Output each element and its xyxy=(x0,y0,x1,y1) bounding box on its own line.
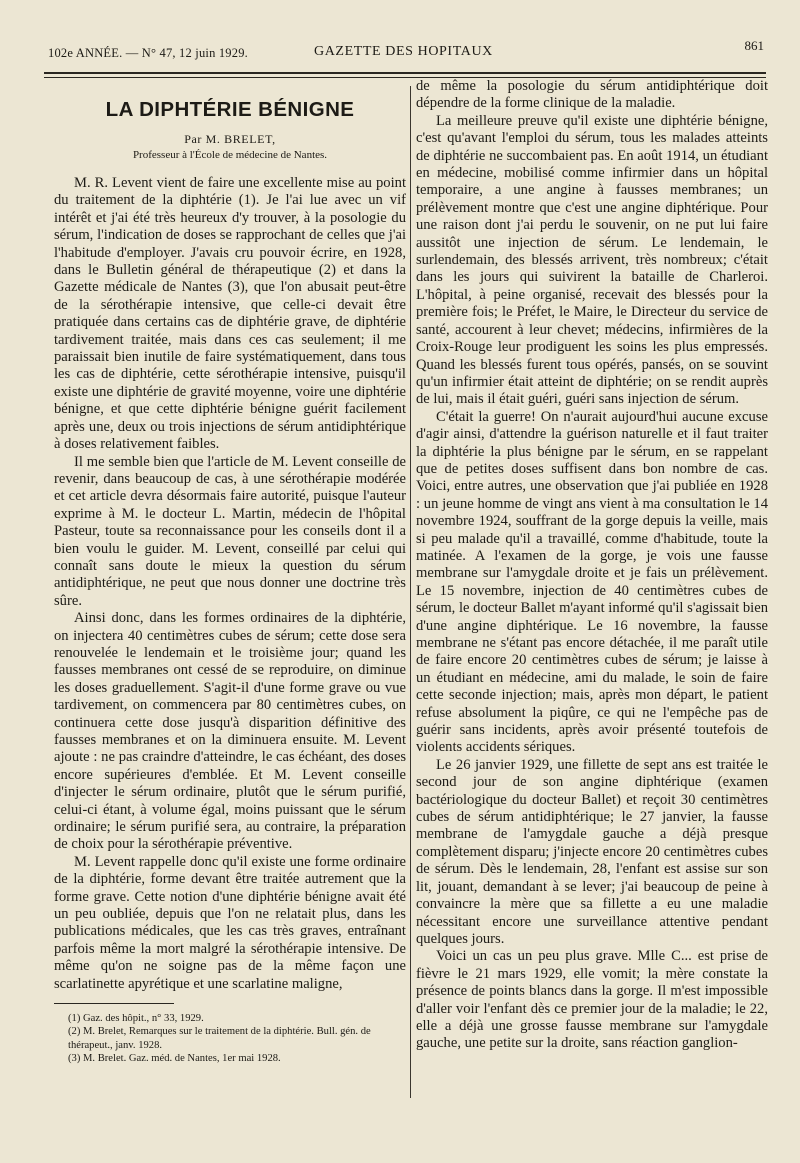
paragraph: de même la posologie du sérum antidiphtérique doit dépendre de la forme clinique de la maladie. xyxy=(416,78,768,112)
paragraph: Le 26 janvier 1929, une fillette de sept ans est traitée le second jour de son angine diphtérique (examen bactériologique du docteur Ballet) et reçoit 30 centimètres cubes de sérum antidiphtérique; le 27 janvier, la fausse membrane de l'amygdale gauche a déjà presque complètement disparu; j'injecte encore 20 centimètres cubes de sérum. Dès le lendemain, 28, l'enfant est assise sur son lit, jouant, demandant à se lever; j'ai beaucoup de peine à convaincre la mère que sa fillette a eu une maladie nécessitant encore une surveillance attentive pendant quelques jours. xyxy=(416,756,768,947)
paragraph: C'était la guerre! On n'aurait aujourd'hui aucune excuse d'agir ainsi, d'attendre la guérison naturelle et il faut traiter la diphtérie la plus bénigne par le sérum, en se rappelant que de petites doses suffisent dans bon nombre de cas. Voici, entre autres, une observation que j'ai publiée en 1928 : un jeune homme de vingt ans vient à ma consultation le 14 novembre 1924, souffrant de la gorge depuis la veille, mais si peu malade qu'il a travaillé, comme d'habitude, toute la matinée. A l'examen de la gorge, je vois une fausse membrane sur l'amygdale droite et je fais un prélèvement. Le 15 novembre, injection de 40 centimètres cubes de sérum, le docteur Ballet m'ayant informé qu'il s'agissait bien d'une angine diphtérique. Le 16 novembre, la fausse membrane ne s'étant pas encore détachée, il me paraît utile de faire encore 20 centimètres cubes de sérum; je laisse à un étudiant en médecine, ami du malade, le soin de faire cette seconde injection; mais, après mon départ, le patient refuse absolument la piqûre, ce qui ne l'empêche pas de guérir sans incidents, après avoir présenté toutefois de violents accidents sériques. xyxy=(416,408,768,756)
paragraph: La meilleure preuve qu'il existe une diphtérie bénigne, c'est qu'avant l'emploi du sérum, tous les malades atteints de diphtérie ne succombaient pas. En août 1914, un étudiant en médecine, mobilisé comme infirmier dans un hôpital temporaire, a une angine à fausses membranes; un prélèvement montre que c'est une angine diphtérique. Pour une raison dont j'ai perdu le souvenir, on ne put lui faire aussitôt une injection de sérum. Le lendemain, le surlendemain, des blessés arrivent, très nombreux; c'était dans les jours qui suivirent la bataille de Charleroi. L'hôpital, à peine organisé, recevait des blessés pour la première fois; le Préfet, le Maire, le Directeur du service de santé, accourent à leur chevet; médecins, infirmières de la Croix-Rouge leur prodiguent les soins les plus empressés. Quand les blessés furent tous opérés, pansés, on se souvint qu'un infirmier était atteint de diphtérie; on se rendit auprès de lui, mais il était guéri, guéri sans injection de sérum. xyxy=(416,112,768,408)
paragraph: M. R. Levent vient de faire une excellente mise au point du traitement de la diphtérie (1). Je l'ai lue avec un vif intérêt et j'ai été très heureux d'y trouver, à la posologie du sérum, l'indication de doses se rapprochant de celles que j'ai l'habitude d'employer. J'avais cru pouvoir écrire, en 1928, dans le Bulletin général de thérapeutique (2) et dans la Gazette médicale de Nantes (3), que l'on abusait peut-être de la sérothérapie intensive, que celle-ci devait être pratiquée dans certains cas de diphtérie grave, de diphtérie tardivement traitée, mais dans ces cas seulement; il me paraissait bien inutile de faire systématiquement, dans tous les cas de diphtérie, cette sérothérapie intensive, puisqu'il existe une diphtérie de gravité moyenne, voire une diphtérie bénigne, et que cette diphtérie bénigne guérit facilement après une, deux ou trois injections de sérum antidiphtérique à doses relativement faibles. xyxy=(54,175,406,453)
column-divider xyxy=(410,86,411,1098)
right-column xyxy=(416,78,768,1053)
article-title: LA DIPHTÉRIE BÉNIGNE xyxy=(105,98,355,121)
journal-name: GAZETTE DES HOPITAUX xyxy=(314,44,493,59)
footnote: (1) Gaz. des hôpit., n° 33, 1929. xyxy=(68,1013,204,1025)
footnote: (2) M. Brelet, Remarques sur le traitement de la diphtérie. Bull. gén. de thérapeut., janv. 1928. xyxy=(68,1026,371,1051)
footnote: (3) M. Brelet. Gaz. méd. de Nantes, 1er mai 1928. xyxy=(68,1052,281,1064)
issue-line: 102e ANNÉE. — N° 47, 12 juin 1929. xyxy=(48,46,248,60)
left-column xyxy=(54,84,406,1065)
footnote-rule xyxy=(54,1003,174,1004)
paragraph: Il me semble bien que l'article de M. Levent conseille de revenir, dans beaucoup de cas, à une sérothérapie modérée et cet article devra désormais faire autorité, puisque l'auteur exprime à M. le docteur L. Martin, médecin de l'hôpital Pasteur, toute sa reconnaissance pour les conseils dont il a bien voulu le guider. M. Levent, conseillé par celui qui connaît sans doute le mieux la question du sérum antidiphtérique, ne peut que nous donner une doctrine très sûre. xyxy=(54,453,406,609)
page-header xyxy=(44,38,764,68)
article-author: Par M. BRELET, xyxy=(184,132,276,146)
paragraph: M. Levent rappelle donc qu'il existe une forme ordinaire de la diphtérie, forme devant être traitée autrement que la forme grave. Cette notion d'une diphtérie bénigne avait été un peu oubliée, depuis que l'on ne relatait plus, dans les publications médicales, que les cas très graves, entraînant parfois même la mort malgré la sérothérapie intensive. De même qu'on ne soigne pas de la même façon une scarlatinette apyrétique et une scarlatine maligne, xyxy=(54,853,406,992)
page-number: 861 xyxy=(744,38,764,53)
paragraph: Ainsi donc, dans les formes ordinaires de la diphtérie, on injectera 40 centimètres cubes de sérum; cette dose sera renouvelée le lendemain et le troisième jour; quand les fausses membranes ont cessé de se reproduire, on diminue les doses graduellement. S'agit-il d'une forme grave ou vue tardivement, on commencera par 80 centimètres cubes, on continuera cette dose jusqu'à disparition définitive des fausses membranes et on la diminuera ensuite. M. Levent ajoute : ne pas craindre d'atteindre, le cas échéant, des doses encore supérieures d'emblée. Et M. Levent conseille d'injecter le sérum ordinaire, plutôt que le sérum purifié, celui-ci étant, à volume égal, moins puissant que le sérum ordinaire; le sérum purifié sera, au contraire, la préparation de choix pour la sérothérapie préventive. xyxy=(54,610,406,853)
paragraph: Voici un cas un peu plus grave. Mlle C... est prise de fièvre le 21 mars 1929, elle vomit; la mère constate la présence de points blancs dans la gorge. Il m'est impossible d'aller voir l'enfant dès ce premier jour de la maladie; le 22, elle a déjà une grosse fausse membrane sur l'amygdale gauche, une petite sur la droite, sans réaction ganglion- xyxy=(416,948,768,1052)
author-role: Professeur à l'École de médecine de Nantes. xyxy=(132,149,328,161)
header-rule-thick xyxy=(44,72,766,74)
